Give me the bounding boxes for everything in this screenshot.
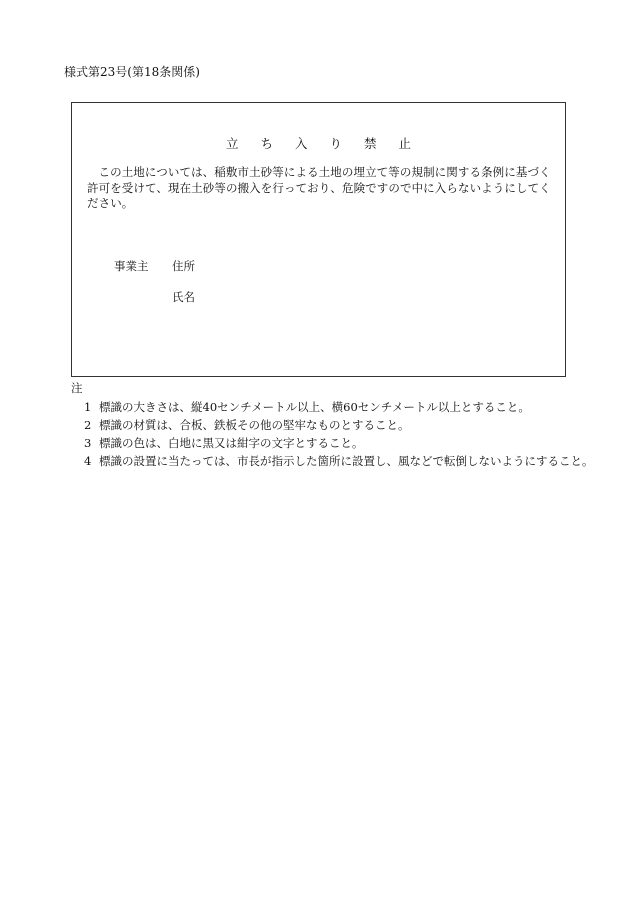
note-text: 標識の大きさは、縦40センチメートル以上、横60センチメートル以上とすること。 xyxy=(99,400,530,414)
note-text: 標識の色は、白地に黒又は紺字の文字とすること。 xyxy=(99,436,364,450)
note-item xyxy=(84,434,594,452)
note-text: 標識の材質は、合板、鉄板その他の堅牢なものとすること。 xyxy=(99,418,410,432)
sign-title: 立ち入り禁止 xyxy=(225,136,433,151)
note-number: 2 xyxy=(84,418,92,432)
address-label: 住所 xyxy=(172,259,195,273)
operator-address-row xyxy=(114,258,195,274)
operator-label: 事業主 xyxy=(114,259,149,273)
form-number-label: 様式第23号(第18条関係) xyxy=(64,65,200,79)
note-item xyxy=(84,452,594,470)
notes-list xyxy=(84,398,594,470)
note-number: 1 xyxy=(84,400,92,414)
note-item xyxy=(84,416,594,434)
note-text: 標識の設置に当たっては、市長が指示した箇所に設置し、風などで転倒しないようにすること。 xyxy=(99,454,594,468)
note-item xyxy=(84,398,594,416)
sign-body-text: この土地については、稲敷市土砂等による土地の埋立て等の規制に関する条例に基づく許可を受けて、現在土砂等の搬入を行っており、危険ですので中に入らないようにしてください。 xyxy=(87,165,551,210)
operator-name-row xyxy=(172,289,195,305)
note-number: 4 xyxy=(84,454,92,468)
name-label: 氏名 xyxy=(172,290,195,304)
note-number: 3 xyxy=(84,436,92,450)
notes-heading: 注 xyxy=(71,381,83,395)
sign-frame xyxy=(71,102,566,377)
